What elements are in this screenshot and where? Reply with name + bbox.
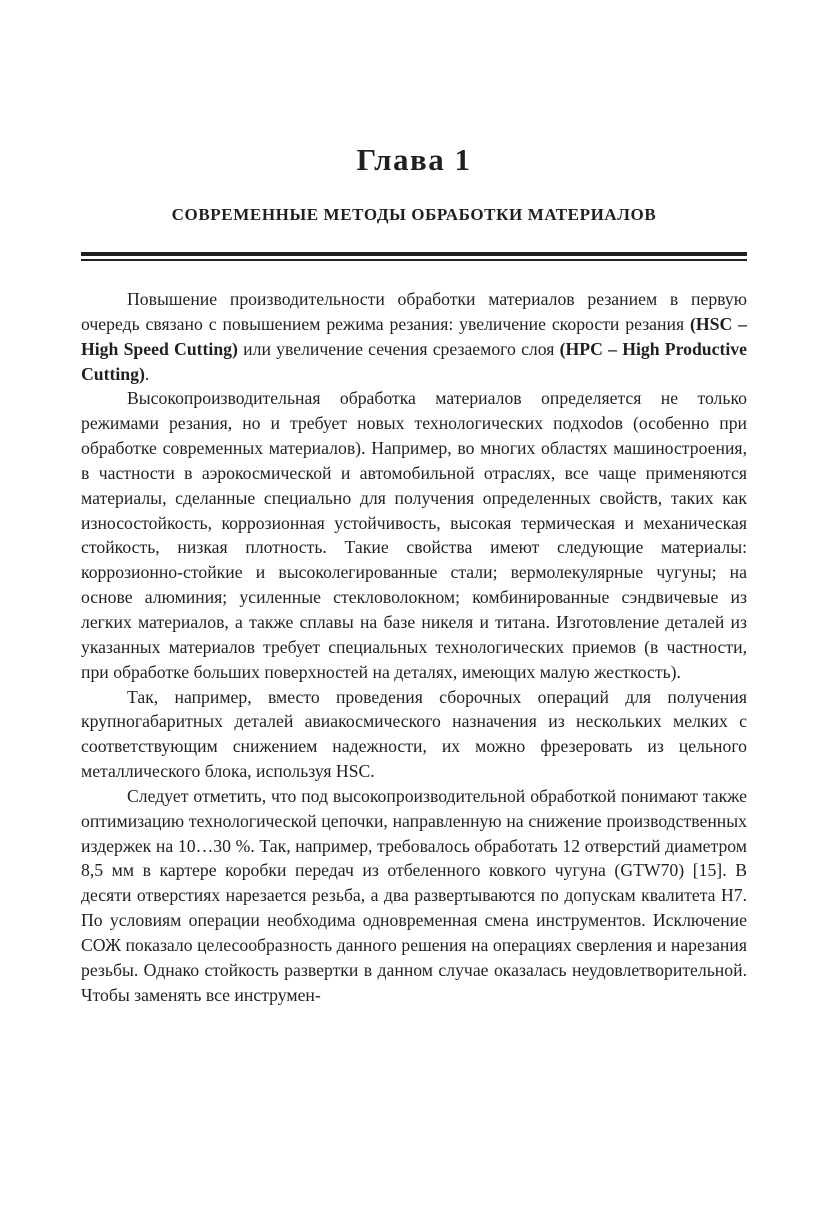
chapter-title: Глава 1: [356, 142, 472, 177]
paragraph-3: Так, например, вместо проведения сборочных операций для получения крупногабаритных деталей авиакосмического назначения из нескольких мелких с соответствующим снижением надежности, их можно фрезеровать из цельного металлического блока, используя HSC.: [81, 686, 747, 782]
body-text: [81, 287, 747, 1007]
chapter-subtitle: СОВРЕМЕННЫЕ МЕТОДЫ ОБРАБОТКИ МАТЕРИАЛОВ: [171, 205, 657, 224]
hpc-term: (HPC – High Productive Cutting): [81, 338, 747, 384]
paragraph-1: [81, 287, 747, 386]
header-rule-thin: [81, 259, 747, 261]
hsc-term: (HSC – High Speed Cutting): [81, 313, 747, 359]
paragraph-1-text-b: или увеличение сечения срезаемого слоя: [237, 338, 560, 359]
header-rule-thick: [81, 252, 747, 256]
paragraph-4: Следует отметить, что под высокопроизводительной обработкой понимают также оптимизацию технологической цепочки, направленную на снижение производственных издержек на 10…30 %. Так, например, требовалось обработать 12 отверстий диаметром 8,5 мм в картере коробки передач из отбеленного ковкого чугуна (GTW70) [15]. В десяти отверстиях нарезается резьба, а два развертываются по допускам квалитета Н7. По условиям операции необходима одновременная смена инструментов. Исключение СОЖ показало целесообразность данного решения на операциях сверления и нарезания резьбы. Однако стойкость развертки в данном случае оказалась неудовлетворительной. Чтобы заменять все инструмен-: [81, 785, 747, 1005]
paragraph-2: Высокопроизводительная обработка материалов определяется не только режимами резания, но и требует новых технологических подхоdов (особенно при обработке современных материалов). Например, во многих областях машиностроения, в частности в аэрокосмической и автомобильной отраслях, все чаще применяются материалы, сделанные специально для получения определенных свойств, таких как износостойкость, коррозионная устойчивость, высокая термическая и механическая стойкость, низкая плотность. Такие свойства имеют следующие материалы: коррозионно-стойкие и высоколегированные стали; вермолекулярные чугуны; на основе алюминия; усиленные стекловолокном; комбинированные сэндвичевые из легких материалов, а также сплавы на базе никеля и титана. Изготовление деталей из указанных материалов требует специальных технологических приемов (в частности, при обработке больших поверхностей на деталях, имеющих малую жесткость).: [81, 388, 747, 682]
paragraph-1-text-a: Повышение производительности обработки материалов резанием в первую очередь связано с повышением режима резания: увеличение скорости резания: [81, 289, 747, 334]
paragraph-1-text-c: .: [144, 363, 150, 384]
